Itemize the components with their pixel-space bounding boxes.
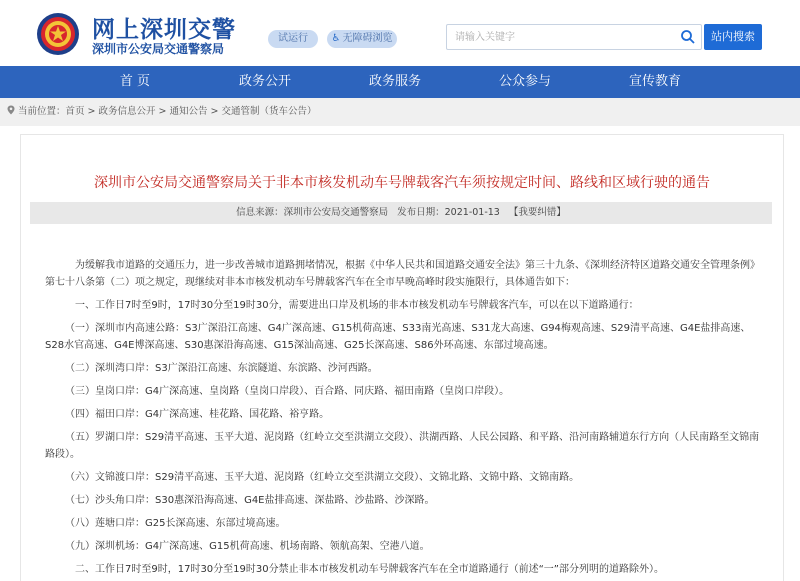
- breadcrumb-text[interactable]: 当前位置：首页 > 政务信息公开 > 通知公告 > 交通管制（货车公告）: [18, 106, 317, 117]
- trial-run-button[interactable]: 试运行: [268, 30, 318, 48]
- nav-item-services[interactable]: 政务服务: [368, 74, 421, 89]
- article-item-4: （四）福田口岸：G4广深高速、桂花路、国花路、裕亨路。: [65, 409, 330, 420]
- breadcrumb: [0, 98, 800, 126]
- accessibility-icon: ♿: [331, 33, 341, 44]
- search-input[interactable]: [455, 29, 675, 45]
- article-title: 深圳市公安局交通警察局关于非本市核发机动车号牌载客汽车须按规定时间、路线和区域行驶的通告: [94, 175, 710, 191]
- nav-item-public-participation[interactable]: 公众参与: [498, 74, 551, 89]
- error-correction-link[interactable]: 【我要纠错】: [508, 207, 566, 218]
- location-icon: [6, 105, 16, 115]
- article-section-2: 二、工作日7时至9时，17时30分至19时30分禁止非本市核发机动车号牌载客汽车在全市道路通行（前述“一”部分列明的道路除外）。: [75, 564, 664, 575]
- article-meta: [30, 202, 772, 224]
- accessibility-label: 无障碍浏览: [342, 33, 393, 44]
- site-title[interactable]: 网上深圳交警: [92, 17, 236, 43]
- search-box: [446, 24, 702, 50]
- site-search-button[interactable]: 站内搜索: [704, 24, 762, 50]
- article-item-1: （一）深圳市内高速公路：S3广深沿江高速、G4广深高速、G15机荷高速、S33南光高速、S31龙大高速、G94梅观高速、S29清平高速、G4E盐排高速、S28水官高速、G4E博深高速、S30惠深沿海高速、G15深汕高速、G25长深高速、S86外环高速、东部过境高速。: [45, 323, 751, 351]
- meta-date: 发布日期：2021-01-13: [397, 207, 500, 218]
- nav-item-home[interactable]: 首 页: [119, 74, 151, 89]
- accessibility-button[interactable]: [327, 30, 397, 48]
- search-icon[interactable]: [680, 29, 696, 45]
- article-item-7: （七）沙头角口岸：S30惠深沿海高速、G4E盐排高速、深盐路、沙盐路、沙深路。: [65, 495, 435, 506]
- article-panel: [20, 134, 784, 581]
- article-item-9: （九）深圳机场：G4广深高速、G15机荷高速、机场南路、领航高架、空港八道。: [65, 541, 430, 552]
- article-item-5: （五）罗湖口岸：S29清平高速、玉平大道、泥岗路（红岭立交至洪湖立交段）、洪湖西路、人民公园路、和平路、沿河南路辅道东行方向（人民南路至文锦南路段）。: [45, 432, 760, 460]
- article-item-8: （八）莲塘口岸：G25长深高速、东部过境高速。: [65, 518, 286, 529]
- meta-source: 信息来源：深圳市公安局交通警察局: [236, 207, 389, 218]
- nav-item-education[interactable]: 宣传教育: [628, 74, 681, 89]
- article-item-6: （六）文锦渡口岸：S29清平高速、玉平大道、泥岗路（红岭立交至洪湖立交段）、文锦北路、文锦中路、文锦南路。: [65, 472, 580, 483]
- main-nav: [0, 66, 800, 98]
- nav-item-government-affairs[interactable]: 政务公开: [238, 74, 291, 89]
- article-item-3: （三）皇岗口岸：G4广深高速、皇岗路（皇岗口岸段）、百合路、同庆路、福田南路（皇岗口岸段）。: [65, 386, 510, 397]
- police-emblem-icon: [36, 12, 80, 56]
- article-intro: 为缓解我市道路的交通压力，进一步改善城市道路拥堵情况，根据《中华人民共和国道路交通安全法》第三十九条、《深圳经济特区道路交通安全管理条例》第七十八条第（二）项之规定，现继续对非本市核发机动车号牌载客汽车在全市早晚高峰时段实施限行，具体通告如下：: [45, 260, 760, 288]
- article-item-2: （二）深圳湾口岸：S3广深沿江高速、东滨隧道、东滨路、沙河西路。: [65, 363, 378, 374]
- site-header: [0, 0, 800, 66]
- site-subtitle: 深圳市公安局交通警察局: [92, 42, 225, 56]
- article-section-1: 一、工作日7时至9时，17时30分至19时30分，需要进出口岸及机场的非本市核发机动车号牌载客汽车，可以在以下道路通行：: [75, 300, 639, 311]
